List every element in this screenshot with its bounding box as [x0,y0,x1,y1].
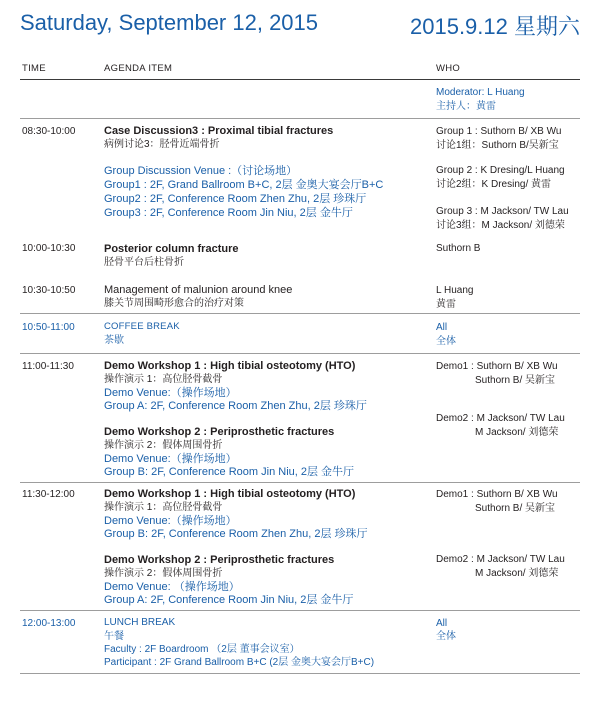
session-title: COFFEE BREAK [104,321,180,332]
col-header-time: TIME [22,63,46,74]
lunch-faculty: Faculty : 2F Boardroom （2层 董事会议室） [104,644,300,655]
who: Demo1 : Suthorn B/ XB Wu [436,361,558,372]
page-title-cn: 2015.9.12 星期六 [410,14,580,39]
session-time: 11:30-12:00 [22,489,75,500]
venue-label: Group Discussion Venue :（讨论场地） [104,165,298,177]
divider [20,353,580,354]
workshop-title-cn: 操作演示 1：高位胫骨截骨 [104,502,223,513]
session-title-cn: 病例讨论3：胫骨近端骨折 [104,139,220,150]
group-venue: Group1 : 2F, Grand Ballroom B+C, 2层 金奥大宴会厅B+C [104,179,384,191]
who: Group 2 : K Dresing/L Huang [436,165,565,176]
divider [20,118,580,119]
moderator-cn: 主持人：黄雷 [436,101,496,112]
who: All [436,618,448,629]
demo-venue: Demo Venue:（操作场地） [104,453,237,465]
lunch-participant: Participant : 2F Grand Ballroom B+C (2层 金奥大宴会厅B+C) [104,657,375,668]
col-header-agenda: AGENDA ITEM [104,63,173,74]
group-venue: Group B: 2F, Conference Room Jin Niu, 2层 金牛厅 [104,466,355,478]
divider [20,610,580,611]
who: Group 1 : Suthorn B/ XB Wu [436,126,562,137]
who: Suthorn B [436,243,481,254]
who: Demo1 : Suthorn B/ XB Wu [436,489,558,500]
divider [20,313,580,314]
workshop-title-cn: 操作演示 2：假体周围骨折 [104,568,223,579]
session-title: LUNCH BREAK [104,617,176,628]
session-time: 10:00-10:30 [22,243,76,254]
col-header-who: WHO [436,63,461,74]
divider [20,673,580,674]
workshop-title: Demo Workshop 2 : Periprosthetic fractures [104,554,335,566]
who: Suthorn B/ 吴新宝 [475,375,556,386]
workshop-title-cn: 操作演示 1：高位胫骨截骨 [104,374,223,385]
divider [20,79,580,80]
who: All [436,322,448,333]
who-cn: 全体 [436,631,456,642]
session-time: 10:30-10:50 [22,285,76,296]
session-title: Posterior column fracture [104,243,239,255]
demo-venue: Demo Venue: （操作场地） [104,581,240,593]
session-title-cn: 胫骨平台后柱骨折 [104,257,184,268]
workshop-title: Demo Workshop 1 : High tibial osteotomy (HTO) [104,360,356,372]
workshop-title: Demo Workshop 1 : High tibial osteotomy (HTO) [104,488,356,500]
session-title-cn: 膝关节周围畸形愈合的治疗对策 [104,298,244,309]
group-venue: Group B: 2F, Conference Room Zhen Zhu, 2层 珍珠厅 [104,528,368,540]
workshop-title-cn: 操作演示 2：假体周围骨折 [104,440,223,451]
who-cn: 全体 [436,336,456,347]
group-venue: Group2 : 2F, Conference Room Zhen Zhu, 2层 珍珠厅 [104,193,367,205]
session-time: 11:00-11:30 [22,361,74,372]
session-title-cn: 茶歇 [104,335,124,346]
who-cn: 黄雷 [436,299,456,310]
session-time: 12:00-13:00 [22,618,76,629]
group-venue: Group A: 2F, Conference Room Zhen Zhu, 2层 珍珠厅 [104,400,367,412]
who: Demo2 : M Jackson/ TW Lau [436,554,565,565]
who: M Jackson/ 刘德荣 [475,427,559,438]
session-title: Case Discussion3 : Proximal tibial fractures [104,125,334,137]
demo-venue: Demo Venue:（操作场地） [104,387,237,399]
group-venue: Group A: 2F, Conference Room Jin Niu, 2层 金牛厅 [104,594,354,606]
demo-venue: Demo Venue:（操作场地） [104,515,237,527]
who: Demo2 : M Jackson/ TW Lau [436,413,565,424]
who-cn: 讨论2组：K Dresing/ 黄雷 [436,179,552,190]
divider [20,482,580,483]
who: M Jackson/ 刘德荣 [475,568,559,579]
session-title-cn: 午餐 [104,631,124,642]
session-time: 10:50-11:00 [22,322,75,333]
session-time: 08:30-10:00 [22,126,76,137]
workshop-title: Demo Workshop 2 : Periprosthetic fractures [104,426,335,438]
who-cn: 讨论3组：M Jackson/ 刘德荣 [436,220,565,231]
page-title: Saturday, September 12, 2015 [20,10,319,35]
who-cn: 讨论1组：Suthorn B/吴新宝 [436,140,559,151]
group-venue: Group3 : 2F, Conference Room Jin Niu, 2层 金牛厅 [104,207,353,219]
session-title: Management of malunion around knee [104,284,293,296]
who: L Huang [436,285,474,296]
who: Group 3 : M Jackson/ TW Lau [436,206,569,217]
moderator-en: Moderator: L Huang [436,87,525,98]
who: Suthorn B/ 吴新宝 [475,503,556,514]
